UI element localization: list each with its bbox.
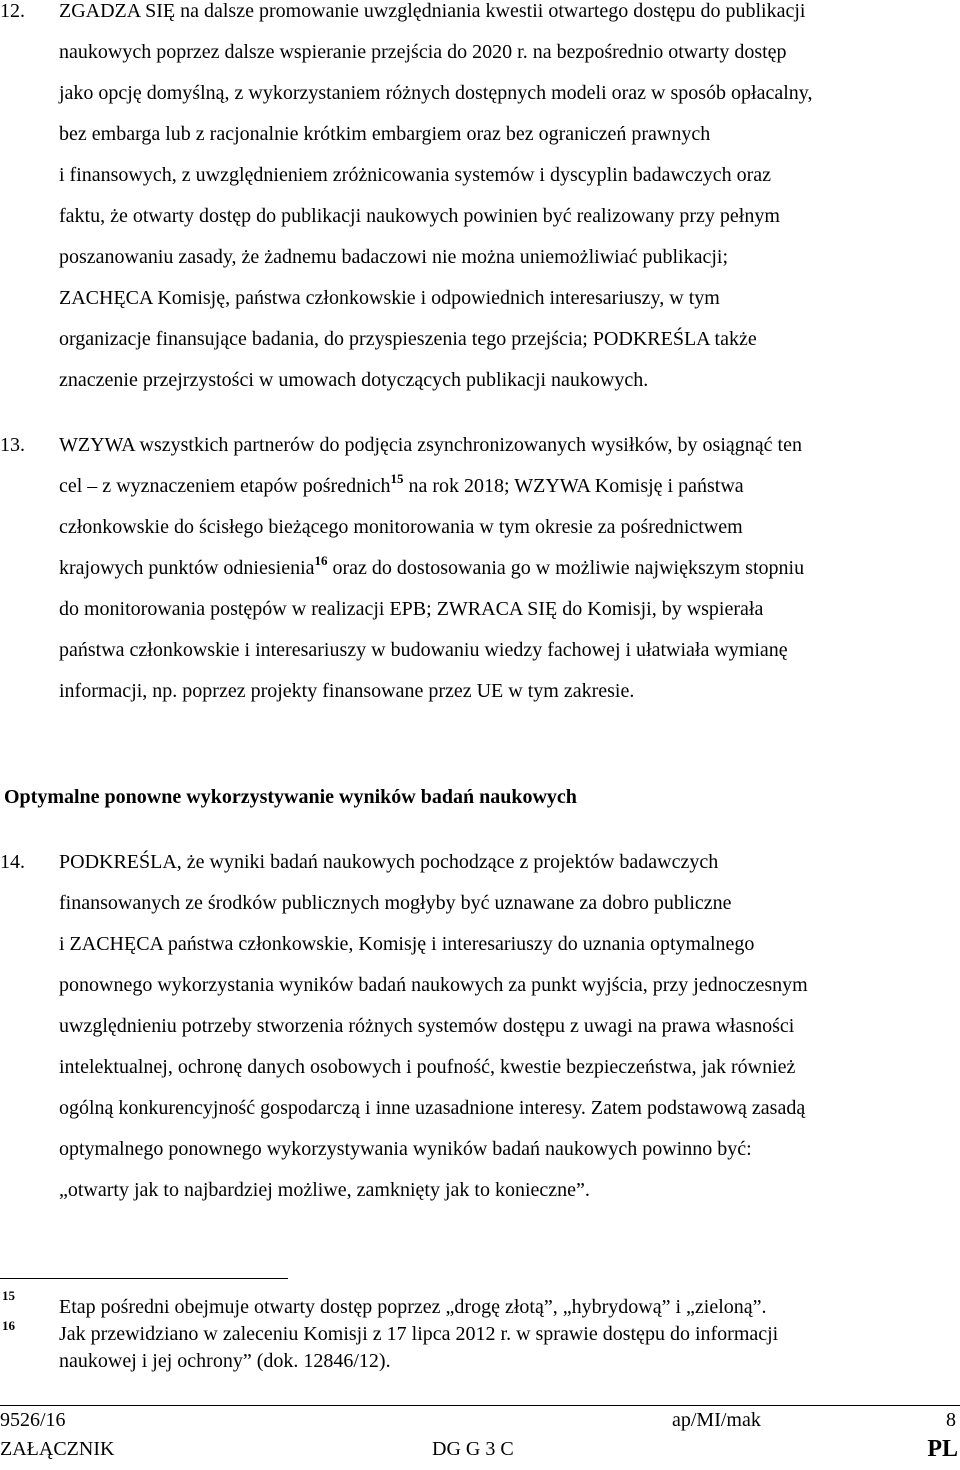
paragraph-line: poszanowaniu zasady, że żadnemu badaczowi nie można uniemożliwiać publikacji; [59,246,728,268]
doc-number: 9526/16 [0,1409,66,1431]
line-text: krajowych punktów odniesienia [59,557,315,579]
paragraph-line: PODKREŚLA, że wyniki badań naukowych pochodzące z projektów badawczych [59,851,719,873]
paragraph-line: do monitorowania postępów w realizacji EPB; ZWRACA SIĘ do Komisji, by wspierała [59,598,764,620]
footnote-text: Etap pośredni obejmuje otwarty dostęp poprzez „drogę złotą”, „hybrydową” i „zieloną”. [59,1296,767,1318]
paragraph-line: członkowskie do ścisłego bieżącego monitorowania w tym okresie za pośrednictwem [59,516,743,538]
paragraph-line: państwa członkowskie i interesariuszy w budowaniu wiedzy fachowej i ułatwiała wymianę [59,639,788,661]
footnote-ref-15[interactable]: 15 [390,471,404,486]
dg-label: DG G 3 C [432,1438,514,1460]
footer-separator [0,1405,960,1406]
annex-label: ZAŁĄCZNIK [0,1438,115,1460]
author-initials: ap/MI/mak [672,1409,761,1431]
paragraph-number: 12. [0,0,25,22]
paragraph-line: uwzględnieniu potrzeby stworzenia różnych systemów dostępu z uwagi na prawa własności [59,1015,795,1037]
paragraph-line: ponownego wykorzystania wyników badań naukowych za punkt wyjścia, przy jednoczesnym [59,974,808,996]
paragraph-line: informacji, np. poprzez projekty finansowane przez UE w tym zakresie. [59,680,635,702]
footnote-number: 16 [2,1318,15,1333]
paragraph-number: 14. [0,851,25,873]
paragraph-line: bez embarga lub z racjonalnie krótkim embargiem oraz bez ograniczeń prawnych [59,123,711,145]
paragraph-line: znaczenie przejrzystości w umowach dotyczących publikacji naukowych. [59,369,649,391]
paragraph-line: jako opcję domyślną, z wykorzystaniem różnych dostępnych modeli oraz w sposób opłacalny, [59,82,813,104]
footnote-ref-16[interactable]: 16 [314,553,328,568]
paragraph-line: WZYWA wszystkich partnerów do podjęcia zsynchronizowanych wysiłków, by osiągnąć ten [59,434,802,456]
paragraph-line: „otwarty jak to najbardziej możliwe, zamknięty jak to konieczne”. [59,1179,590,1201]
paragraph-line: i finansowych, z uwzględnieniem zróżnicowania systemów i dyscyplin badawczych oraz [59,164,771,186]
paragraph-line [59,471,744,498]
section-heading: Optymalne ponowne wykorzystywanie wyników badań naukowych [4,786,577,808]
footnote-text: Jak przewidziano w zaleceniu Komisji z 17 lipca 2012 r. w sprawie dostępu do informacji [59,1323,779,1345]
paragraph-line: ZACHĘCA Komisję, państwa członkowskie i odpowiednich interesariuszy, w tym [59,287,720,309]
paragraph-line [59,553,805,580]
paragraph-line: faktu, że otwarty dostęp do publikacji naukowych powinien być realizowany przy pełnym [59,205,780,227]
paragraph-line: ZGADZA SIĘ na dalsze promowanie uwzględniania kwestii otwartego dostępu do publikacji [59,0,806,22]
paragraph-line: ogólną konkurencyjność gospodarczą i inne uzasadnione interesy. Zatem podstawową zasadą [59,1097,806,1119]
footnote-text: naukowej i jej ochrony” (dok. 12846/12). [59,1350,391,1372]
paragraph-number: 13. [0,434,25,456]
line-text: cel – z wyznaczeniem etapów pośrednich [59,475,391,497]
paragraph-line: intelektualnej, ochronę danych osobowych i poufność, kwestie bezpieczeństwa, jak również [59,1056,796,1078]
line-text: na rok 2018; WZYWA Komisję i państwa [403,475,744,497]
paragraph-line: naukowych poprzez dalsze wspieranie przejścia do 2020 r. na bezpośrednio otwarty dostęp [59,41,787,63]
paragraph-line: finansowanych ze środków publicznych mogłyby być uznawane za dobro publiczne [59,892,732,914]
paragraph-line: organizacje finansujące badania, do przyspieszenia tego przejścia; PODKREŚLA także [59,328,757,350]
language-code: PL [927,1436,958,1462]
line-text: oraz do dostosowania go w możliwie największym stopniu [327,557,805,579]
paragraph-line: i ZACHĘCA państwa członkowskie, Komisję i interesariuszy do uznania optymalnego [59,933,755,955]
footnote-number: 15 [2,1288,15,1303]
page-number: 8 [946,1409,956,1431]
footnote-separator [0,1278,288,1279]
paragraph-line: optymalnego ponownego wykorzystywania wyników badań naukowych powinno być: [59,1138,752,1160]
